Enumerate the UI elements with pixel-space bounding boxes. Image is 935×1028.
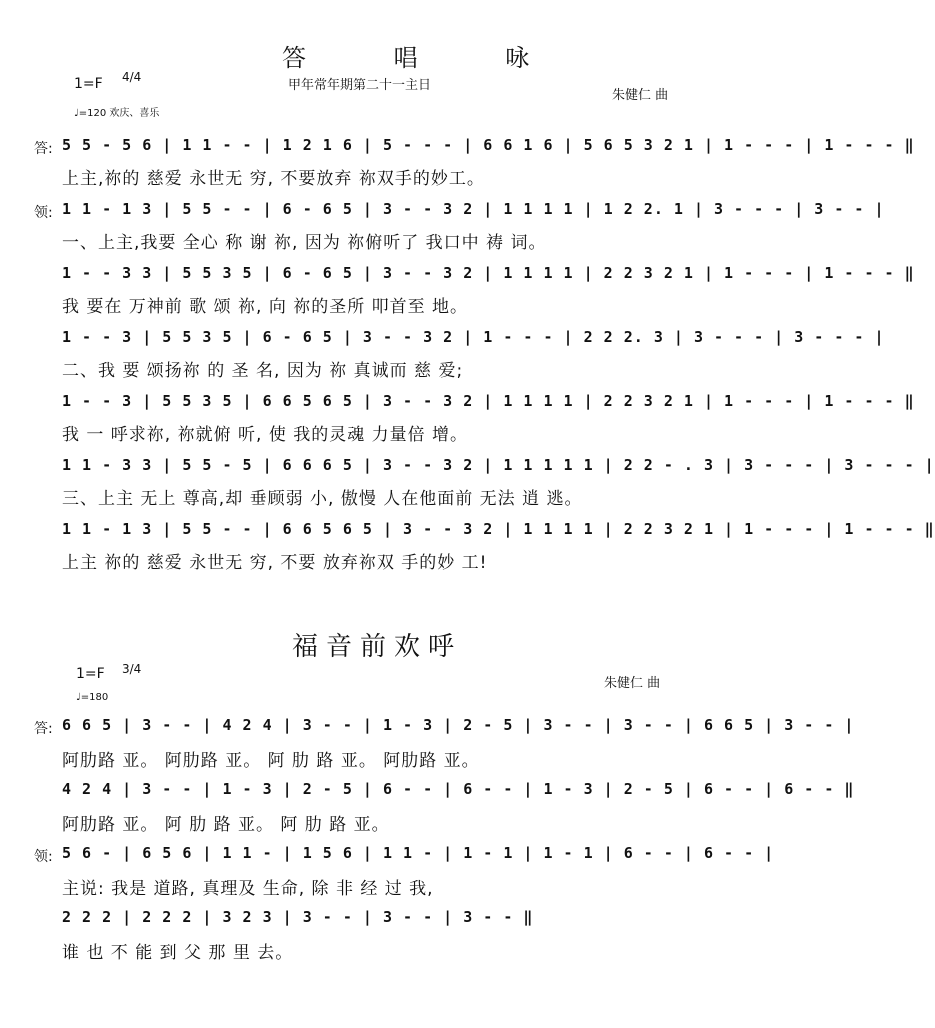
song1-meter: 4/4 [122,70,142,84]
lyric-line: 上主,祢的 慈爱 永世无 穷, 不要放弃 祢双手的妙工。 [62,169,485,189]
line-label: 领: [34,849,53,865]
song2-title: 福音前欢呼 [292,632,463,662]
song2-tempo: ♩=180 [76,692,109,703]
notation-line: 5 5 - 5 6 | 1 1 - - | 1 2 1 6 | 5 - - - | 6 6 1 6 | 5 6 5 3 2 1 | 1 - - - | 1 - - - ‖ [62,136,915,154]
lyric-line: 二、我 要 颂扬祢 的 圣 名, 因为 祢 真诚而 慈 爱; [62,361,464,381]
line-label: 答: [34,141,53,157]
notation-line: 4 2 4 | 3 - - | 1 - 3 | 2 - 5 | 6 - - | 6 - - | 1 - 3 | 2 - 5 | 6 - - | 6 - - ‖ [62,780,855,798]
song1-tempo: ♩=120 欢庆、喜乐 [74,108,160,119]
lyric-line: 上主 祢的 慈爱 永世无 穷, 不要 放弃祢双 手的妙 工! [62,553,488,573]
song1-key: 1=F [74,76,103,92]
lyric-line: 我 一 呼求祢, 祢就俯 听, 使 我的灵魂 力量倍 增。 [62,425,469,445]
lyric-line: 一、上主,我要 全心 称 谢 祢, 因为 祢俯听了 我口中 祷 词。 [62,233,547,253]
notation-line: 1 - - 3 3 | 5 5 3 5 | 6 - 6 5 | 3 - - 3 2 | 1 1 1 1 | 2 2 3 2 1 | 1 - - - | 1 - - - ‖ [62,264,915,282]
notation-line: 5 6 - | 6 5 6 | 1 1 - | 1 5 6 | 1 1 - | 1 - 1 | 1 - 1 | 6 - - | 6 - - | [62,844,775,862]
lyric-line: 三、上主 无上 尊高,却 垂顾弱 小, 傲慢 人在他面前 无法 逍 逃。 [62,489,583,509]
lyric-line: 阿肋路 亚。 阿 肋 路 亚。 阿 肋 路 亚。 [62,815,390,835]
lyric-line: 我 要在 万神前 歌 颂 祢, 向 祢的圣所 叩首至 地。 [62,297,469,317]
line-label: 领: [34,205,53,221]
notation-line: 1 - - 3 | 5 5 3 5 | 6 6 5 6 5 | 3 - - 3 2 | 1 1 1 1 | 2 2 3 2 1 | 1 - - - | 1 - - - ‖ [62,392,915,410]
song2-composer: 朱健仁 曲 [604,676,661,691]
lyric-line: 阿肋路 亚。 阿肋路 亚。 阿 肋 路 亚。 阿肋路 亚。 [62,751,480,771]
notation-line: 1 1 - 3 3 | 5 5 - 5 | 6 6 6 5 | 3 - - 3 2 | 1 1 1 1 1 | 2 2 - . 3 | 3 - - - | 3 - - - | [62,456,935,474]
lyric-line: 谁 也 不 能 到 父 那 里 去。 [62,943,294,963]
notation-line: 6 6 5 | 3 - - | 4 2 4 | 3 - - | 1 - 3 | 2 - 5 | 3 - - | 3 - - | 6 6 5 | 3 - - | [62,716,855,734]
song2-key: 1=F [76,666,105,682]
notation-line: 2 2 2 | 2 2 2 | 3 2 3 | 3 - - | 3 - - | 3 - - ‖ [62,908,534,926]
line-label: 答: [34,721,53,737]
song1-title: 答 唱 咏 [282,44,570,72]
notation-line: 1 - - 3 | 5 5 3 5 | 6 - 6 5 | 3 - - 3 2 | 1 - - - | 2 2 2. 3 | 3 - - - | 3 - - - | [62,328,885,346]
song1-occasion: 甲年常年期第二十一主日 [288,78,432,93]
song1-composer: 朱健仁 曲 [612,88,669,103]
notation-line: 1 1 - 1 3 | 5 5 - - | 6 6 5 6 5 | 3 - - 3 2 | 1 1 1 1 | 2 2 3 2 1 | 1 - - - | 1 - - - ‖ [62,520,935,538]
lyric-line: 主说: 我是 道路, 真理及 生命, 除 非 经 过 我, [62,879,434,899]
song2-meter: 3/4 [122,662,142,676]
notation-line: 1 1 - 1 3 | 5 5 - - | 6 - 6 5 | 3 - - 3 2 | 1 1 1 1 | 1 2 2. 1 | 3 - - - | 3 - - | [62,200,885,218]
